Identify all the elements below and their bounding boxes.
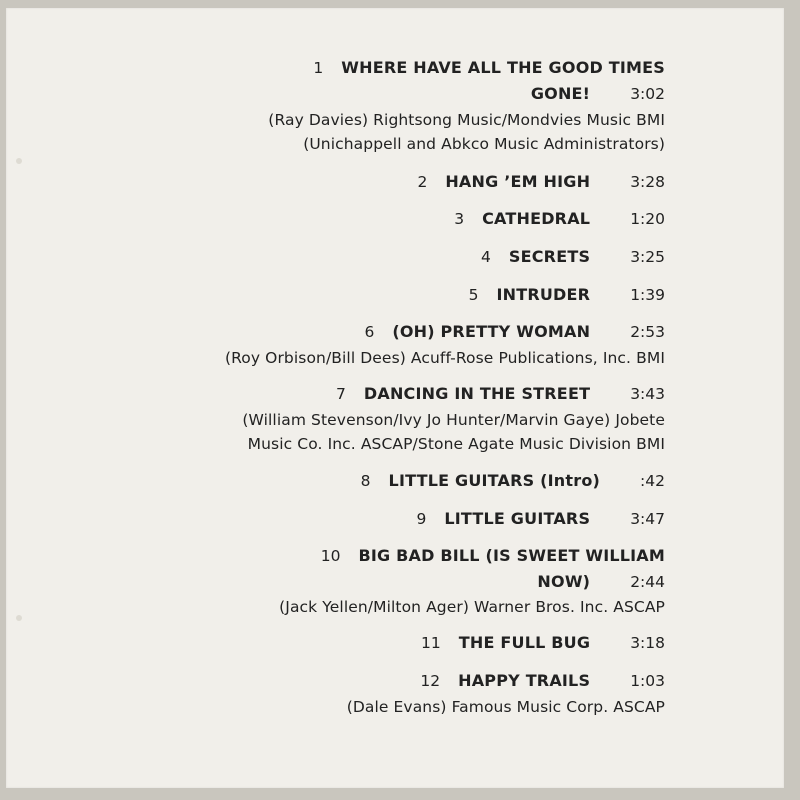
track-duration: 3:47 xyxy=(630,510,665,528)
track-number: 3 xyxy=(454,210,465,228)
track-credit: Music Co. Inc. ASCAP/Stone Agate Music Division BMI xyxy=(247,435,665,453)
track-title: HANG ’EM HIGH xyxy=(445,172,591,191)
track-title: WHERE HAVE ALL THE GOOD TIMES xyxy=(341,58,665,77)
track-duration: 3:25 xyxy=(630,248,665,266)
track-title: INTRUDER xyxy=(496,285,591,304)
track-title-continued: GONE! xyxy=(530,84,591,103)
track-duration: 1:03 xyxy=(630,672,665,690)
track-title: THE FULL BUG xyxy=(458,633,591,652)
track-number: 2 xyxy=(417,173,428,191)
track-credit: (Ray Davies) Rightsong Music/Mondvies Music BMI xyxy=(268,111,665,129)
track-duration: :42 xyxy=(640,472,665,490)
track-8-line xyxy=(361,471,665,491)
track-duration: 3:18 xyxy=(630,634,665,652)
track-number: 6 xyxy=(364,323,375,341)
track-title-continued: NOW) xyxy=(537,572,591,591)
track-number: 1 xyxy=(313,59,324,77)
track-title: LITTLE GUITARS (Intro) xyxy=(388,471,601,490)
track-duration: 3:43 xyxy=(630,385,665,403)
track-number: 7 xyxy=(336,385,346,403)
track-number: 10 xyxy=(320,547,341,565)
track-5-line xyxy=(469,285,665,305)
track-1-title-line xyxy=(313,58,665,78)
track-title: CATHEDRAL xyxy=(482,209,591,228)
track-title: BIG BAD BILL (IS SWEET WILLIAM xyxy=(358,546,665,565)
track-duration: 1:20 xyxy=(630,210,665,228)
track-10-title-line-2 xyxy=(537,572,665,592)
track-3-line xyxy=(454,209,665,229)
track-title: HAPPY TRAILS xyxy=(458,671,591,690)
track-credit: (Roy Orbison/Bill Dees) Acuff-Rose Publications, Inc. BMI xyxy=(224,349,665,367)
track-credit: (Dale Evans) Famous Music Corp. ASCAP xyxy=(346,698,665,716)
track-4-line xyxy=(481,247,665,267)
track-2-line xyxy=(417,172,665,192)
track-7-line xyxy=(336,384,665,404)
track-duration: 3:02 xyxy=(630,85,665,103)
track-credit: (Unichappell and Abkco Music Administrators) xyxy=(303,135,665,153)
track-number: 11 xyxy=(421,634,441,652)
track-duration: 3:28 xyxy=(630,173,665,191)
track-title: LITTLE GUITARS xyxy=(444,509,591,528)
track-title: (OH) PRETTY WOMAN xyxy=(392,322,591,341)
track-title: SECRETS xyxy=(508,247,591,266)
track-number: 8 xyxy=(360,472,371,490)
track-credit: (William Stevenson/Ivy Jo Hunter/Marvin Gaye) Jobete xyxy=(242,411,665,429)
track-number: 4 xyxy=(481,248,491,266)
track-duration: 2:44 xyxy=(630,573,665,591)
track-duration: 2:53 xyxy=(630,323,665,341)
track-6-line xyxy=(364,322,665,342)
track-number: 12 xyxy=(420,672,441,690)
track-10-title-line xyxy=(321,546,665,566)
track-title: DANCING IN THE STREET xyxy=(363,384,591,403)
track-9-line xyxy=(416,509,665,529)
track-number: 9 xyxy=(416,510,427,528)
track-1-title-line-2 xyxy=(531,84,665,104)
track-12-line xyxy=(420,671,665,691)
track-duration: 1:39 xyxy=(630,286,665,304)
track-number: 5 xyxy=(468,286,479,304)
track-11-line xyxy=(421,633,665,653)
track-credit: (Jack Yellen/Milton Ager) Warner Bros. Inc. ASCAP xyxy=(279,598,665,616)
